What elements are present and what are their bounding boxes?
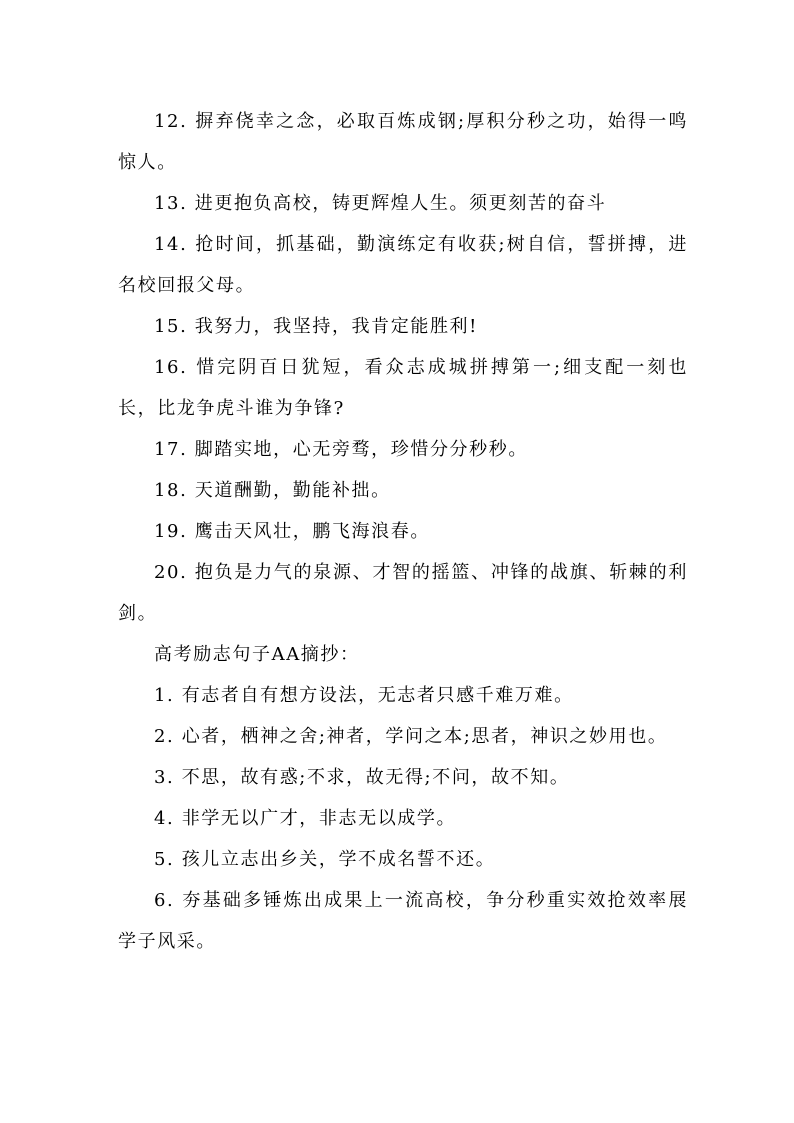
paragraph-item-6: 6. 夯基础多锤炼出成果上一流高校，争分秒重实效抢效率展学子风采。 — [118, 890, 688, 952]
document-body — [118, 101, 688, 962]
paragraph-item-4: 4. 非学无以广才，非志无以成学。 — [154, 808, 457, 829]
paragraph-item-18: 18. 天道酬勤，勤能补拙。 — [154, 480, 391, 501]
paragraph-item-12: 12. 摒弃侥幸之念，必取百炼成钢;厚积分秒之功，始得一鸣惊人。 — [118, 111, 688, 173]
paragraph-item-13: 13. 进更抱负高校，铸更辉煌人生。须更刻苦的奋斗 — [154, 193, 607, 214]
paragraph-item-2: 2. 心者，栖神之舍;神者，学问之本;思者，神识之妙用也。 — [154, 726, 668, 747]
paragraph-item-15: 15. 我努力，我坚持，我肯定能胜利! — [154, 316, 478, 337]
paragraph-item-16: 16. 惜完阴百日犹短，看众志成城拼搏第一;细支配一刻也长，比龙争虎斗谁为争锋? — [118, 357, 688, 419]
paragraph-item-19: 19. 鹰击天风壮，鹏飞海浪春。 — [154, 521, 430, 542]
paragraph-item-3: 3. 不思，故有惑;不求，故无得;不问，故不知。 — [154, 767, 570, 788]
paragraph-item-5: 5. 孩儿立志出乡关，学不成名誓不还。 — [154, 849, 496, 870]
paragraph-item-1: 1. 有志者自有想方设法，无志者只感千难万难。 — [154, 685, 574, 706]
paragraph-item-14: 14. 抢时间，抓基础，勤演练定有收获;树自信，誓拼搏，进名校回报父母。 — [118, 234, 688, 296]
paragraph-item-20: 20. 抱负是力气的泉源、才智的摇篮、冲锋的战旗、斩棘的利剑。 — [118, 562, 688, 624]
paragraph-item-17: 17. 脚踏实地，心无旁骛，珍惜分分秒秒。 — [154, 439, 528, 460]
section-heading: 高考励志句子AA摘抄： — [154, 644, 360, 665]
